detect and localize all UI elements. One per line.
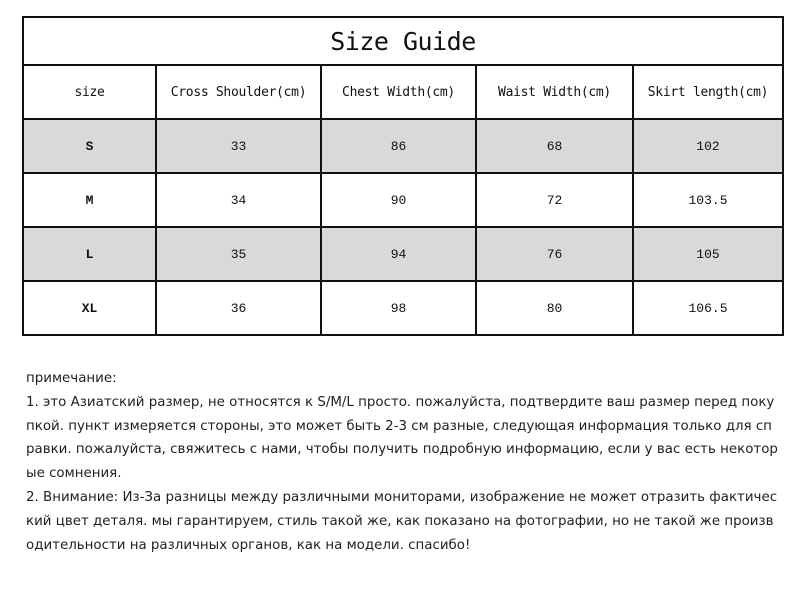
chest-cell: 94	[321, 227, 476, 281]
chest-cell: 98	[321, 281, 476, 335]
header-waist-width: Waist Width(cm)	[476, 65, 633, 119]
shoulder-cell: 35	[156, 227, 321, 281]
header-skirt-length: Skirt length(cm)	[633, 65, 783, 119]
size-cell: M	[23, 173, 156, 227]
shoulder-cell: 34	[156, 173, 321, 227]
shoulder-cell: 33	[156, 119, 321, 173]
note-item-1: 1. это Азиатский размер, не относятся к S/M/L просто. пожалуйста, подтвердите ваш размер перед покупкой. пункт измеряется стороны, это может быть 2-3 см разные, следующая информация только для справки. пожалуйста, свяжитесь с нами, чтобы получить подробную информацию, если у вас есть некоторые сомнения.	[26, 394, 778, 482]
notes-heading: примечание:	[26, 371, 117, 386]
waist-cell: 72	[476, 173, 633, 227]
size-guide-table	[22, 16, 784, 336]
header-size: size	[23, 65, 156, 119]
note-item-2: 2. Внимание: Из-За разницы между различными мониторами, изображение не может отразить фактический цвет деталя. мы гарантируем, стиль такой же, как показано на фотографии, но не такой же производительности на различных органов, как на модели. спасибо!	[26, 489, 778, 553]
skirt-cell: 105	[633, 227, 783, 281]
waist-cell: 76	[476, 227, 633, 281]
header-cross-shoulder: Cross Shoulder(cm)	[156, 65, 321, 119]
waist-cell: 68	[476, 119, 633, 173]
header-chest-width: Chest Width(cm)	[321, 65, 476, 119]
skirt-cell: 102	[633, 119, 783, 173]
table-row	[23, 227, 783, 281]
notes-section	[26, 367, 778, 557]
header-row	[23, 65, 783, 119]
waist-cell: 80	[476, 281, 633, 335]
chest-cell: 90	[321, 173, 476, 227]
size-cell: XL	[23, 281, 156, 335]
table-row	[23, 281, 783, 335]
size-cell: S	[23, 119, 156, 173]
table-title: Size Guide	[23, 17, 783, 65]
skirt-cell: 103.5	[633, 173, 783, 227]
table-row	[23, 119, 783, 173]
table-row	[23, 173, 783, 227]
chest-cell: 86	[321, 119, 476, 173]
shoulder-cell: 36	[156, 281, 321, 335]
size-cell: L	[23, 227, 156, 281]
skirt-cell: 106.5	[633, 281, 783, 335]
